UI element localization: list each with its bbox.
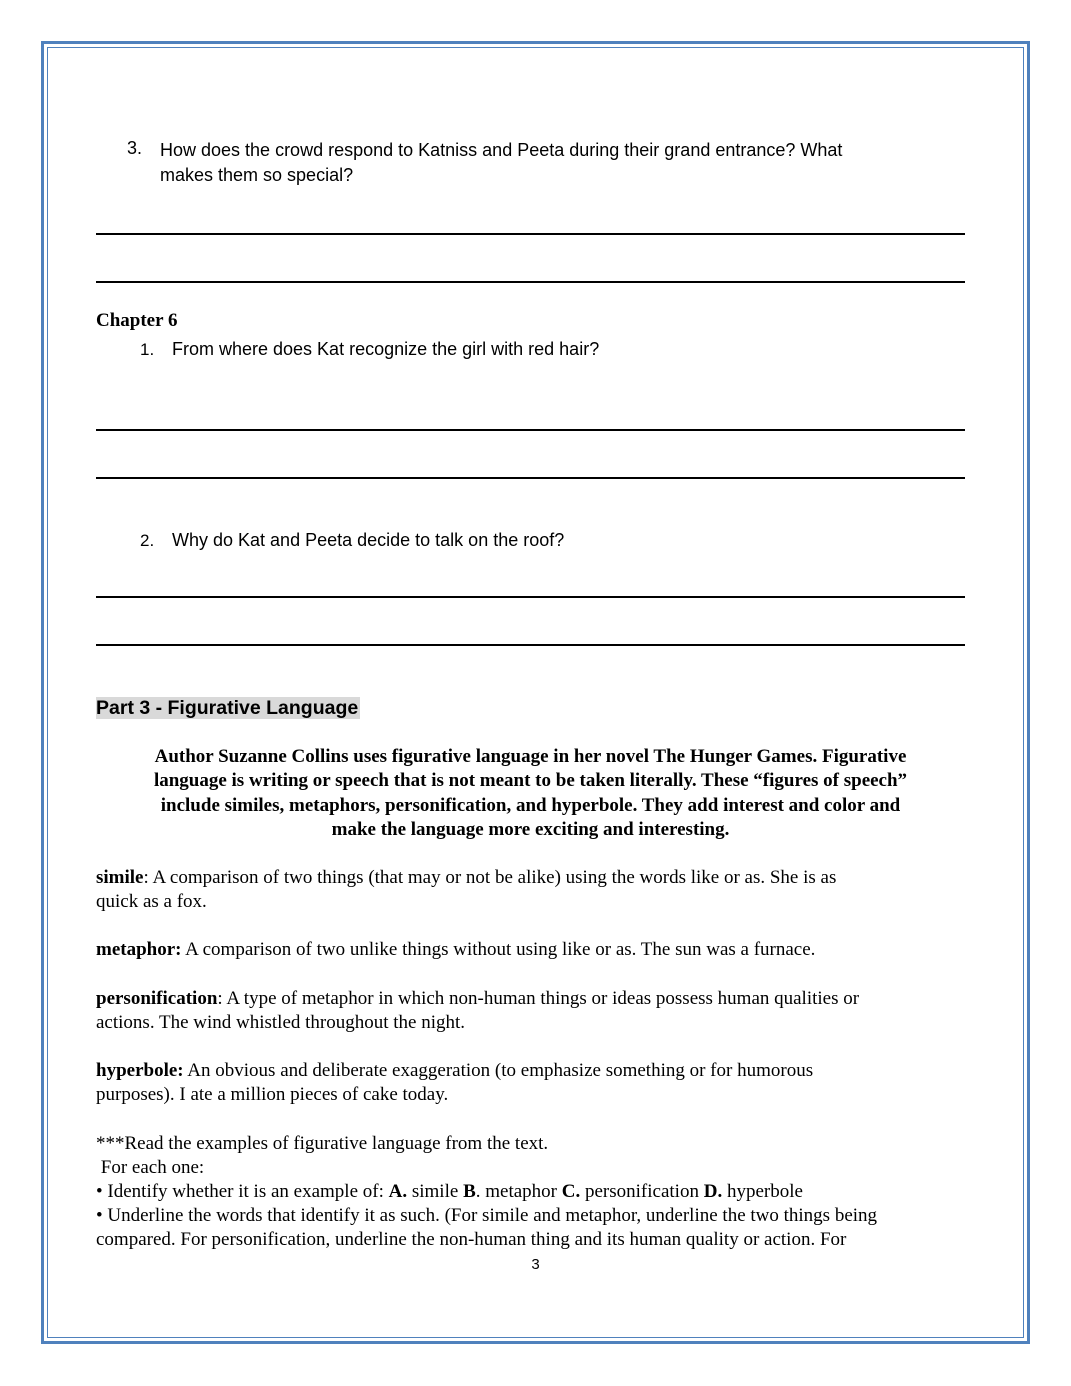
definition-text: purposes). I ate a million pieces of cake today. xyxy=(96,1084,449,1105)
option-text: simile xyxy=(407,1181,464,1202)
instruction-line: ***Read the examples of figurative language from the text. xyxy=(96,1133,549,1154)
option-text: personification xyxy=(580,1181,704,1202)
section-heading-text: Part 3 - Figurative Language xyxy=(96,697,359,719)
option-label: A. xyxy=(388,1181,408,1202)
answer-line[interactable] xyxy=(96,644,965,646)
term-label: simile xyxy=(96,867,144,888)
definition-text: : A comparison of two things (that may or not be alike) using the words like or as. She is as xyxy=(143,867,837,888)
definition-text: quick as a fox. xyxy=(96,891,207,912)
question-text-line: How does the crowd respond to Katniss and Peeta during their grand entrance? What xyxy=(160,140,843,160)
option-label: C. xyxy=(561,1181,581,1202)
definition-metaphor xyxy=(96,938,965,962)
chapter-title: Chapter 6 xyxy=(96,310,178,331)
bullet-text: • Identify whether it is an example of: xyxy=(96,1181,389,1202)
definition-simile xyxy=(96,866,965,914)
intro-line: make the language more exciting and interesting. xyxy=(331,818,730,840)
term-label: personification xyxy=(96,988,218,1009)
page-number: 3 xyxy=(531,1256,540,1273)
answer-line[interactable] xyxy=(96,477,965,479)
instruction-line: compared. For personification, underline the non-human thing and its human quality or action. For xyxy=(96,1229,847,1250)
answer-line[interactable] xyxy=(96,233,965,235)
intro-line: language is writing or speech that is not meant to be taken literally. These “figures of speech” xyxy=(153,770,908,792)
instruction-line: For each one: xyxy=(96,1157,205,1178)
question-text: Why do Kat and Peeta decide to talk on the roof? xyxy=(172,530,565,550)
option-label: B xyxy=(463,1181,476,1202)
intro-paragraph xyxy=(96,745,965,842)
answer-line[interactable] xyxy=(96,429,965,431)
question-number: 2. xyxy=(140,531,155,550)
section-heading xyxy=(96,697,360,720)
option-text: . metaphor xyxy=(475,1181,562,1202)
question-text xyxy=(160,138,842,188)
question-number: 3. xyxy=(127,138,143,158)
instructions xyxy=(96,1132,976,1252)
term-label: hyperbole: xyxy=(96,1060,184,1081)
option-text: hyperbole xyxy=(722,1181,803,1202)
definition-text: actions. The wind whistled throughout the night. xyxy=(96,1012,466,1033)
question-number: 1. xyxy=(140,340,155,359)
definition-text: : A type of metaphor in which non-human things or ideas possess human qualities or xyxy=(217,988,860,1009)
question-text-line: makes them so special? xyxy=(160,165,354,185)
question-text: From where does Kat recognize the girl with red hair? xyxy=(172,339,600,359)
option-label: D. xyxy=(703,1181,723,1202)
intro-line: Author Suzanne Collins uses figurative language in her novel The Hunger Games. Figurative xyxy=(154,746,907,767)
definition-text: A comparison of two unlike things without using like or as. The sun was a furnace. xyxy=(181,939,816,960)
answer-line[interactable] xyxy=(96,281,965,283)
definition-text: An obvious and deliberate exaggeration (to emphasize something or for humorous xyxy=(183,1060,814,1081)
answer-line[interactable] xyxy=(96,596,965,598)
intro-line: include similes, metaphors, personification, and hyperbole. They add interest and color and xyxy=(160,794,901,816)
instruction-bullet: • Underline the words that identify it as such. (For simile and metaphor, underline the two things being xyxy=(96,1205,878,1226)
definition-hyperbole xyxy=(96,1059,965,1107)
definition-personification xyxy=(96,987,965,1035)
term-label: metaphor: xyxy=(96,939,182,960)
instruction-bullet xyxy=(96,1180,976,1204)
